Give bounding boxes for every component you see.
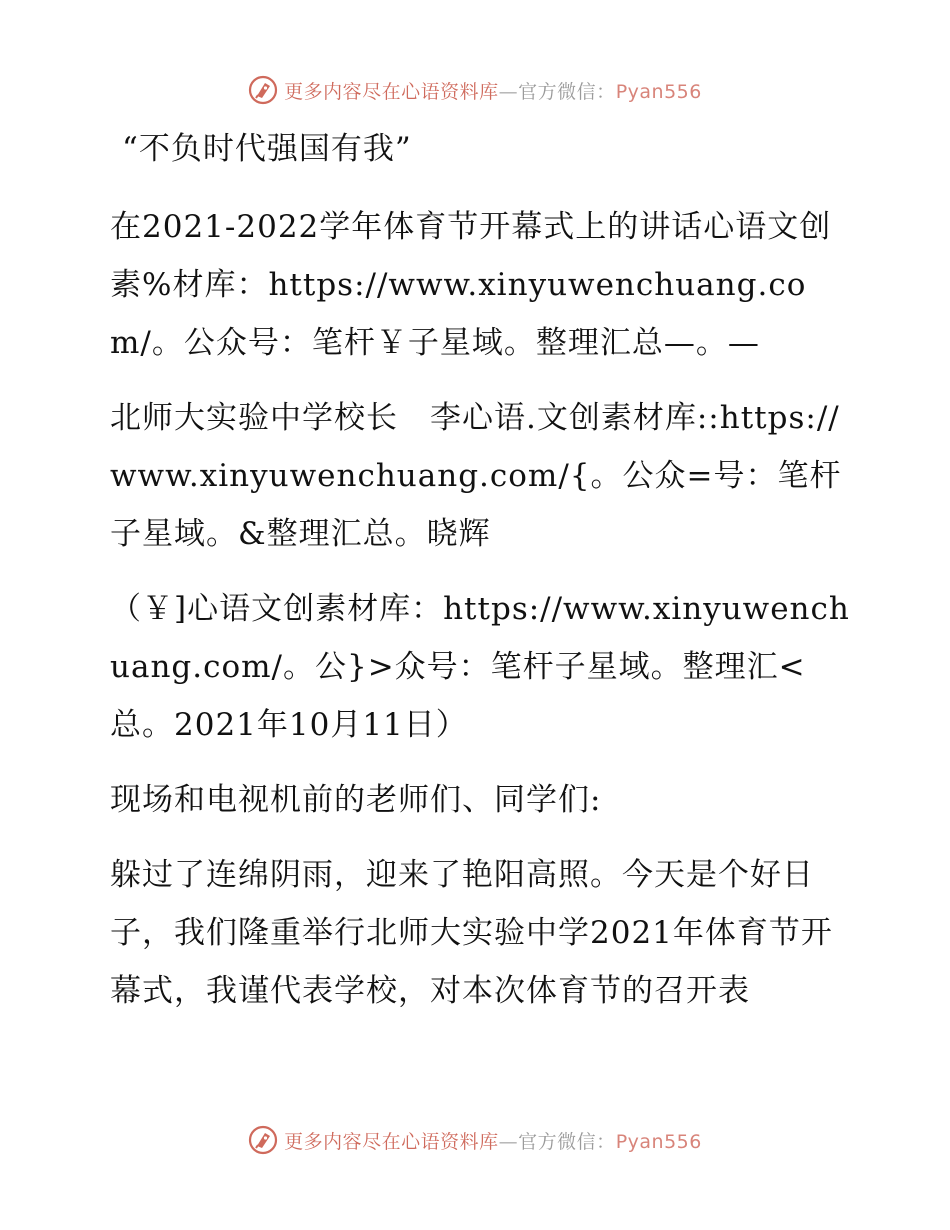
watermark-text bbox=[284, 77, 702, 104]
paragraph: 躲过了连绵阴雨，迎来了艳阳高照。今天是个好日子，我们隆重举行北师大实验中学2021年体育节开幕式，我谨代表学校，对本次体育节的召开表 bbox=[110, 857, 833, 1009]
watermark-wechat-label: 官方微信： bbox=[518, 80, 616, 103]
watermark-handle: Pyan556 bbox=[615, 1130, 702, 1153]
watermark-main: 更多内容尽在心语资料库 bbox=[284, 1130, 499, 1153]
watermark-header bbox=[0, 70, 950, 110]
watermark-handle: Pyan556 bbox=[615, 80, 702, 103]
pen-nib-logo-icon bbox=[248, 75, 278, 105]
paragraph: 在2021-2022学年体育节开幕式上的讲话心语文创素%材库：https://www.xinyuwenchuang.com/。公众号：笔杆￥子星域。整理汇总—。— bbox=[110, 209, 832, 361]
watermark-separator: — bbox=[498, 80, 519, 103]
watermark-footer bbox=[0, 1120, 950, 1160]
pen-nib-logo-icon bbox=[248, 1125, 278, 1155]
paragraph: 现场和电视机前的老师们、同学们: bbox=[110, 782, 602, 818]
document-body bbox=[98, 120, 853, 1037]
document-title: “不负时代强国有我” bbox=[122, 131, 412, 167]
paragraph: （￥]心语文创素材库：https://www.xinyuwenchuang.com/。公}>众号：笔杆子星域。整理汇<总。2021年10月11日） bbox=[110, 591, 850, 743]
watermark-separator: — bbox=[498, 1130, 519, 1153]
watermark-text bbox=[284, 1127, 702, 1154]
paragraph: 北师大实验中学校长 李心语.文创素材库::https://www.xinyuwenchuang.com/{。公众=号：笔杆子星域。&整理汇总。晓辉 bbox=[110, 400, 842, 552]
watermark-main: 更多内容尽在心语资料库 bbox=[284, 80, 499, 103]
watermark-wechat-label: 官方微信： bbox=[518, 1130, 616, 1153]
